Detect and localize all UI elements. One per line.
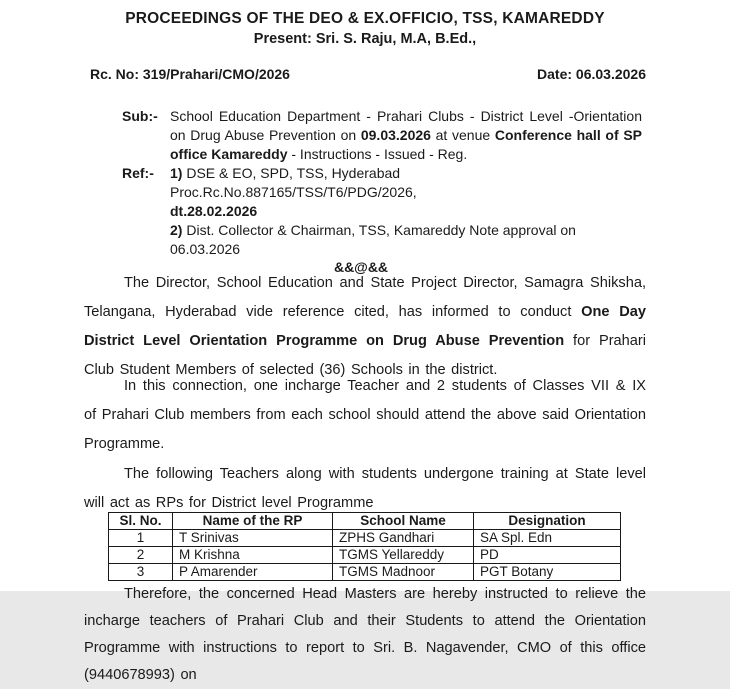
reference-label: Ref:- [122, 165, 154, 181]
rp-row-2-designation: PD [474, 547, 621, 564]
rp-row-1-school: ZPHS Gandhari [333, 530, 474, 547]
rp-table-row-1 [109, 530, 621, 547]
rp-row-2-school: TGMS Yellareddy [333, 547, 474, 564]
rp-row-1-designation: SA Spl. Edn [474, 530, 621, 547]
reference-list [170, 164, 642, 275]
rp-row-3-name: P Amarender [173, 564, 333, 581]
rp-table-header-slno: Sl. No. [109, 513, 173, 530]
document-title: PROCEEDINGS OF THE DEO & EX.OFFICIO, TSS, KAMAREDDY [125, 10, 605, 27]
reference-item-1-text: DSE & EO, SPD, TSS, Hyderabad Proc.Rc.No.887165/TSS/T6/PDG/2026, [170, 165, 417, 200]
document-header [0, 0, 730, 49]
rc-number: Rc. No: 319/Prahari/CMO/2026 [90, 66, 290, 82]
subject-text-pre: School Education Department - Prahari Clubs - District Level -Orientation on Drug Abuse Prevention on [170, 108, 642, 143]
subject-venue-bold: Conference hall of SP office Kamareddy [170, 127, 643, 162]
rp-row-2-name: M Krishna [173, 547, 333, 564]
reference-item-2-text: Dist. Collector & Chairman, TSS, Kamareddy Note approval on 06.03.2026 [170, 222, 576, 257]
paragraph-2: In this connection, one incharge Teacher and 2 students of Classes VII & IX of Prahari Club members from each school should attend the above said Orientation Programme. [84, 378, 646, 452]
paragraph-1-bold: One Day District Level Orientation Programme on Drug Abuse Prevention [84, 304, 646, 349]
subject-label: Sub:- [122, 108, 158, 124]
rp-table [108, 512, 621, 581]
reference-separator: &&@&& [333, 259, 389, 275]
rp-row-2-slno: 2 [109, 547, 173, 564]
paragraph-1 [84, 269, 646, 385]
rp-table-row-3 [109, 564, 621, 581]
subject-date-bold: 09.03.2026 [360, 127, 431, 143]
reference-number-row [90, 66, 646, 83]
subject-text [170, 107, 642, 164]
reference-item-1-number: 1) [170, 165, 183, 181]
paragraph-3: The following Teachers along with students undergone training at State level will act as RPs for District level Programme [84, 466, 646, 511]
rp-row-3-slno: 3 [109, 564, 173, 581]
rp-table-row-2 [109, 547, 621, 564]
rp-table-header-name: Name of the RP [173, 513, 333, 530]
reference-item-2-number: 2) [170, 222, 183, 238]
reference-item-2 [170, 221, 642, 259]
subject-text-mid: at venue [430, 127, 495, 143]
reference-item-1 [170, 164, 642, 221]
reference-block [122, 164, 642, 275]
rp-table-header-school: School Name [333, 513, 474, 530]
present-line: Present: Sri. S. Raju, M.A, B.Ed., [253, 31, 477, 47]
rp-row-3-designation: PGT Botany [474, 564, 621, 581]
rp-row-1-name: T Srinivas [173, 530, 333, 547]
reference-item-1-date: dt.28.02.2026 [170, 203, 258, 219]
paragraph-1-post: for Prahari Club Student Members of selected (36) Schools in the district. [84, 333, 646, 378]
document-date: Date: 06.03.2026 [537, 66, 646, 82]
rp-row-3-school: TGMS Madnoor [333, 564, 474, 581]
subject-reference-section [122, 107, 642, 275]
subject-block [122, 107, 642, 164]
rp-table-header-designation: Designation [474, 513, 621, 530]
rp-row-1-slno: 1 [109, 530, 173, 547]
subject-text-post: - Instructions - Issued - Reg. [287, 146, 468, 162]
paragraph-4: Therefore, the concerned Head Masters are hereby instructed to relieve the incharge teachers of Prahari Club and their Students to attend the Orientation Programme with instructions to report to Sri. B. Nagavender, CMO of this office (9440678993) on [84, 586, 646, 683]
paragraph-1-pre: The Director, School Education and State Project Director, Samagra Shiksha, Telangana, Hyderabad vide reference cited, has informed to conduct [84, 275, 646, 320]
